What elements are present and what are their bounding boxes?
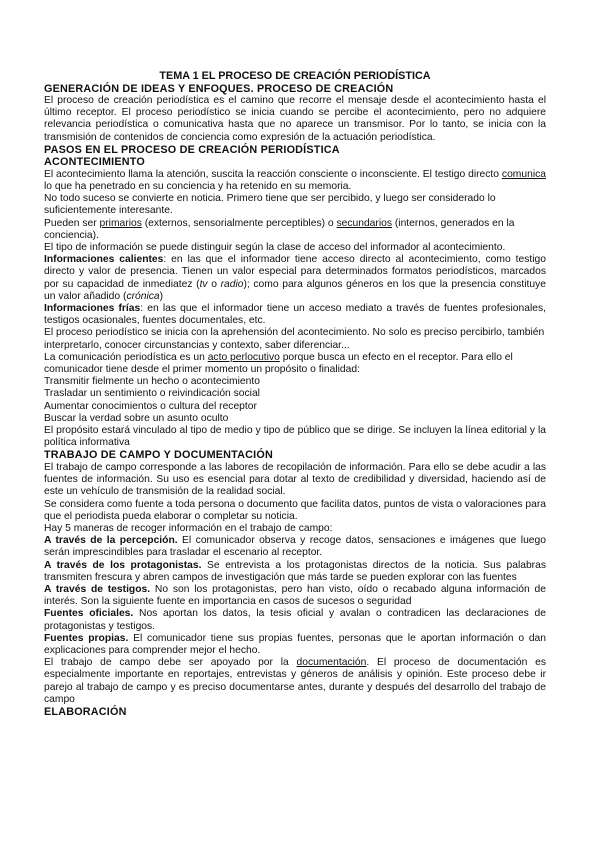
text-span: o [207,278,221,290]
paragraph-proposito: El propósito estará vinculado al tipo de medio y tipo de público que se dirige. Se incluyen la línea editorial y la política informativa [44,425,546,449]
paragraph-aprehension-2: interpretarlo, conocer circunstancias y contexto, saber diferenciar... [44,339,350,351]
bold-term: Fuentes oficiales. [44,608,134,620]
purpose-item: Aumentar conocimientos o cultura del receptor [44,400,257,412]
paragraph-acontecimiento [44,169,546,193]
section-heading-ideas: GENERACIÓN DE IDEAS Y ENFOQUES. PROCESO DE CREACIÓN [44,82,394,95]
text-span: (externos, sensorialmente perceptibles) o [141,217,337,229]
italic-term: tv [199,278,208,290]
paragraph-calientes [44,254,546,303]
method-oficiales [44,608,546,632]
text-span: La comunicación periodística es un [44,351,208,363]
text-span: (internos, generados en la conciencia). [44,217,515,241]
method-protagonistas [44,560,546,584]
underlined-term: primarios [99,217,142,229]
subheading-acontecimiento: ACONTECIMIENTO [44,156,145,169]
underlined-term: secundarios [336,217,392,229]
section-heading-pasos: PASOS EN EL PROCESO DE CREACIÓN PERIODÍSTICA [44,143,340,156]
text-span: ); como para algunos géneros en los que la presencia constituye un valor añadido ( [44,278,546,302]
underlined-term: comunica [501,168,546,180]
text-span: : en las que el informador tiene acceso directo al acontecimiento, como testigo directo y valor de presencia. Tienen un valor especial para determinados formatos periodísticos, marcados por su capacidad de inmediatez ( [44,254,546,290]
method-testigos [44,584,546,608]
purpose-item: Trasladar un sentimiento o reivindicación social [44,388,260,400]
paragraph-perlocutivo [44,352,546,376]
text-span: : en las que el informador tiene un acceso mediato a través de fuentes profesionales, testigos ocasionales, fuentes documentales, etc. [44,303,546,327]
purpose-item: Transmitir fielmente un hecho o acontecimiento [44,376,260,388]
paragraph-aprehension-1: El proceso periodístico se inicia con la aprehensión del acontecimiento. No solo es preciso percibirlo, también [44,327,545,339]
text-span: porque busca un efecto en el receptor. Para ello el comunicador tiene desde el primer momento un propósito o finalidad: [44,351,513,376]
paragraph-maneras: Hay 5 maneras de recoger información en el trabajo de campo: [44,523,333,534]
text-span: Pueden ser [44,217,100,229]
method-percepcion [44,535,546,559]
paragraph-trabajo-campo: El trabajo de campo corresponde a las labores de recopilación de información. Para ello se debe acudir a las fuentes de información. Su uso es esencial para dotar al texto de credibilidad y diversidad, haciendo así de este un vehículo de transmisión de la realidad social. [44,461,546,498]
document-page [44,70,546,719]
paragraph-frias [44,303,546,327]
underlined-term: acto perlocutivo [207,351,280,363]
paragraph-proceso: El proceso de creación periodística es el camino que recorre el mensaje desde el acontecimiento hasta el último receptor. El proceso periodístico se inicia cuando se percibe el acontecimiento, pero no adquiere relevancia periodística o comunicativa hasta que no aparece un transmisor. Por lo tanto, se inicia con la transmisión de contenidos de conciencia como expresión de la actuación periodística. [44,95,546,143]
section-heading-elaboracion: ELABORACIÓN [44,706,127,719]
paragraph-suceso: No todo suceso se convierte en noticia. Primero tiene que ser percibido, y luego ser considerado lo suficientemente interesante. [44,193,496,217]
bold-term: A través de testigos. [44,584,151,596]
paragraph-fuente: Se considera como fuente a toda persona o documento que facilita datos, puntos de vista o valoraciones para que el periodista pueda elaborar o completar su noticia. [44,498,546,522]
text-span: . El proceso de documentación es especialmente importante en reportajes, entrevistas y géneros de análisis y opinión. Este proceso debe ir parejo al trabajo de campo y es preciso documentarse antes, durante y después del desarrollo del trabajo de campo [44,657,546,705]
method-propias [44,633,546,657]
text-span: Nos aportan los datos, la tesis oficial y avalan o contradicen las declaraciones de protagonistas y testigos. [44,608,546,632]
bold-term: Informaciones calientes [44,254,164,266]
text-span: El acontecimiento llama la atención, suscita la reacción consciente o inconsciente. El testigo directo [44,168,502,180]
purpose-item: Buscar la verdad sobre un asunto oculto [44,412,229,424]
text-span: lo que ha penetrado en su conciencia y ha retenido en su memoria. [44,181,352,193]
bold-term: Informaciones frías [44,303,141,315]
bold-term: A través de la percepción. [44,535,178,547]
text-span: Se entrevista a los protagonistas directos de la noticia. Sus palabras transmiten frescura y abren campos de investigación que más tarde se pueden explorar con las fuentes [44,559,546,583]
text-span: El comunicador observa y recoge datos, sensaciones e imágenes que luego serán imprescindibles para trasladar el escenario al receptor. [44,535,546,559]
text-span: ) [159,290,164,302]
paragraph-documentacion [44,657,546,706]
text-span: No son los protagonistas, pero han visto, oído o recabado alguna información de interés. Son la siguiente fuente en importancia en casos de sucesos o seguridad [44,584,546,608]
bold-term: Fuentes propias. [44,632,129,644]
document-title: TEMA 1 EL PROCESO DE CREACIÓN PERIODÍSTICA [159,70,431,82]
paragraph-primarios [44,218,546,242]
italic-term: radio [220,278,244,290]
bold-term: A través de los protagonistas. [44,559,202,571]
italic-term: crónica [126,290,160,302]
underlined-term: documentación [296,657,367,669]
section-heading-trabajo-campo: TRABAJO DE CAMPO Y DOCUMENTACIÓN [44,449,273,462]
text-span: El comunicador tiene sus propias fuentes, personas que le aportan información o dan explicaciones para comprender mejor el hecho. [44,632,547,657]
paragraph-tipo: El tipo de información se puede distinguir según la clase de acceso del informador al acontecimiento. [44,242,506,254]
text-span: El trabajo de campo debe ser apoyado por la [44,657,297,669]
